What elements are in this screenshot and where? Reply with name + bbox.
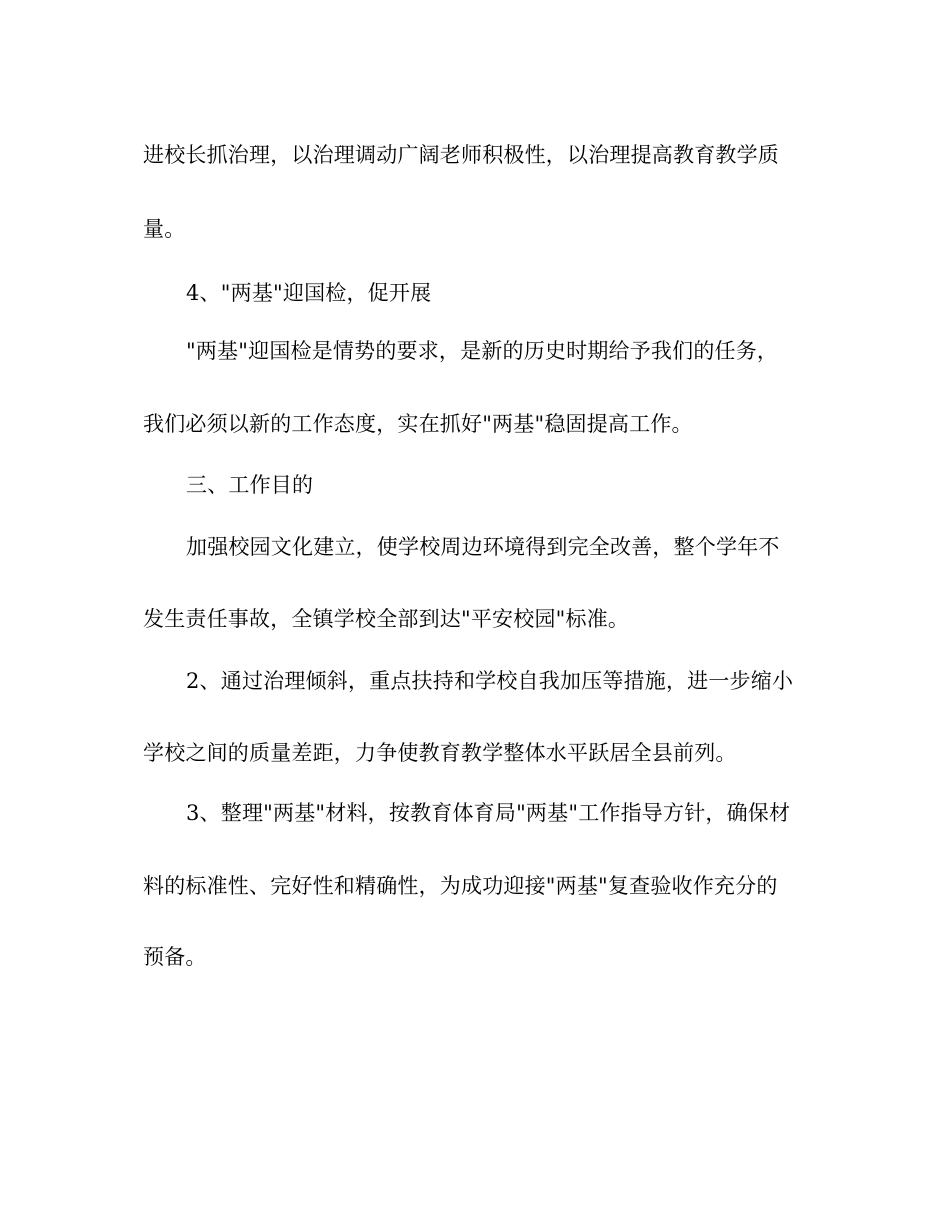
section-heading: 三、工作目的 (186, 473, 314, 497)
paragraph-line: 3、整理"两基"材料，按教育体育局"两基"工作指导方针，确保材 (186, 801, 791, 825)
paragraph-line: 量。 (143, 217, 186, 241)
paragraph-line: 发生责任事故，全镇学校全部到达"平安校园"标准。 (143, 607, 630, 631)
paragraph-line: "两基"迎国检是情势的要求，是新的历史时期给予我们的任务， (186, 339, 779, 363)
section-heading: 4、"两基"迎国检，促开展 (186, 281, 432, 305)
paragraph-line: 我们必须以新的工作态度，实在抓好"两基"稳固提高工作。 (143, 412, 693, 436)
paragraph-line: 料的标准性、完好性和精确性，为成功迎接"两基"复查验收作充分的 (143, 874, 778, 898)
paragraph-line: 进校长抓治理，以治理调动广阔老师积极性，以治理提高教育教学质 (143, 143, 779, 167)
paragraph-line: 学校之间的质量差距，力争使教育教学整体水平跃居全县前列。 (143, 741, 737, 765)
paragraph-line: 预备。 (143, 945, 207, 969)
paragraph-line: 加强校园文化建立，使学校周边环境得到完全改善，整个学年不 (186, 535, 780, 559)
paragraph-line: 2、通过治理倾斜，重点扶持和学校自我加压等措施，进一步缩小 (186, 669, 794, 693)
